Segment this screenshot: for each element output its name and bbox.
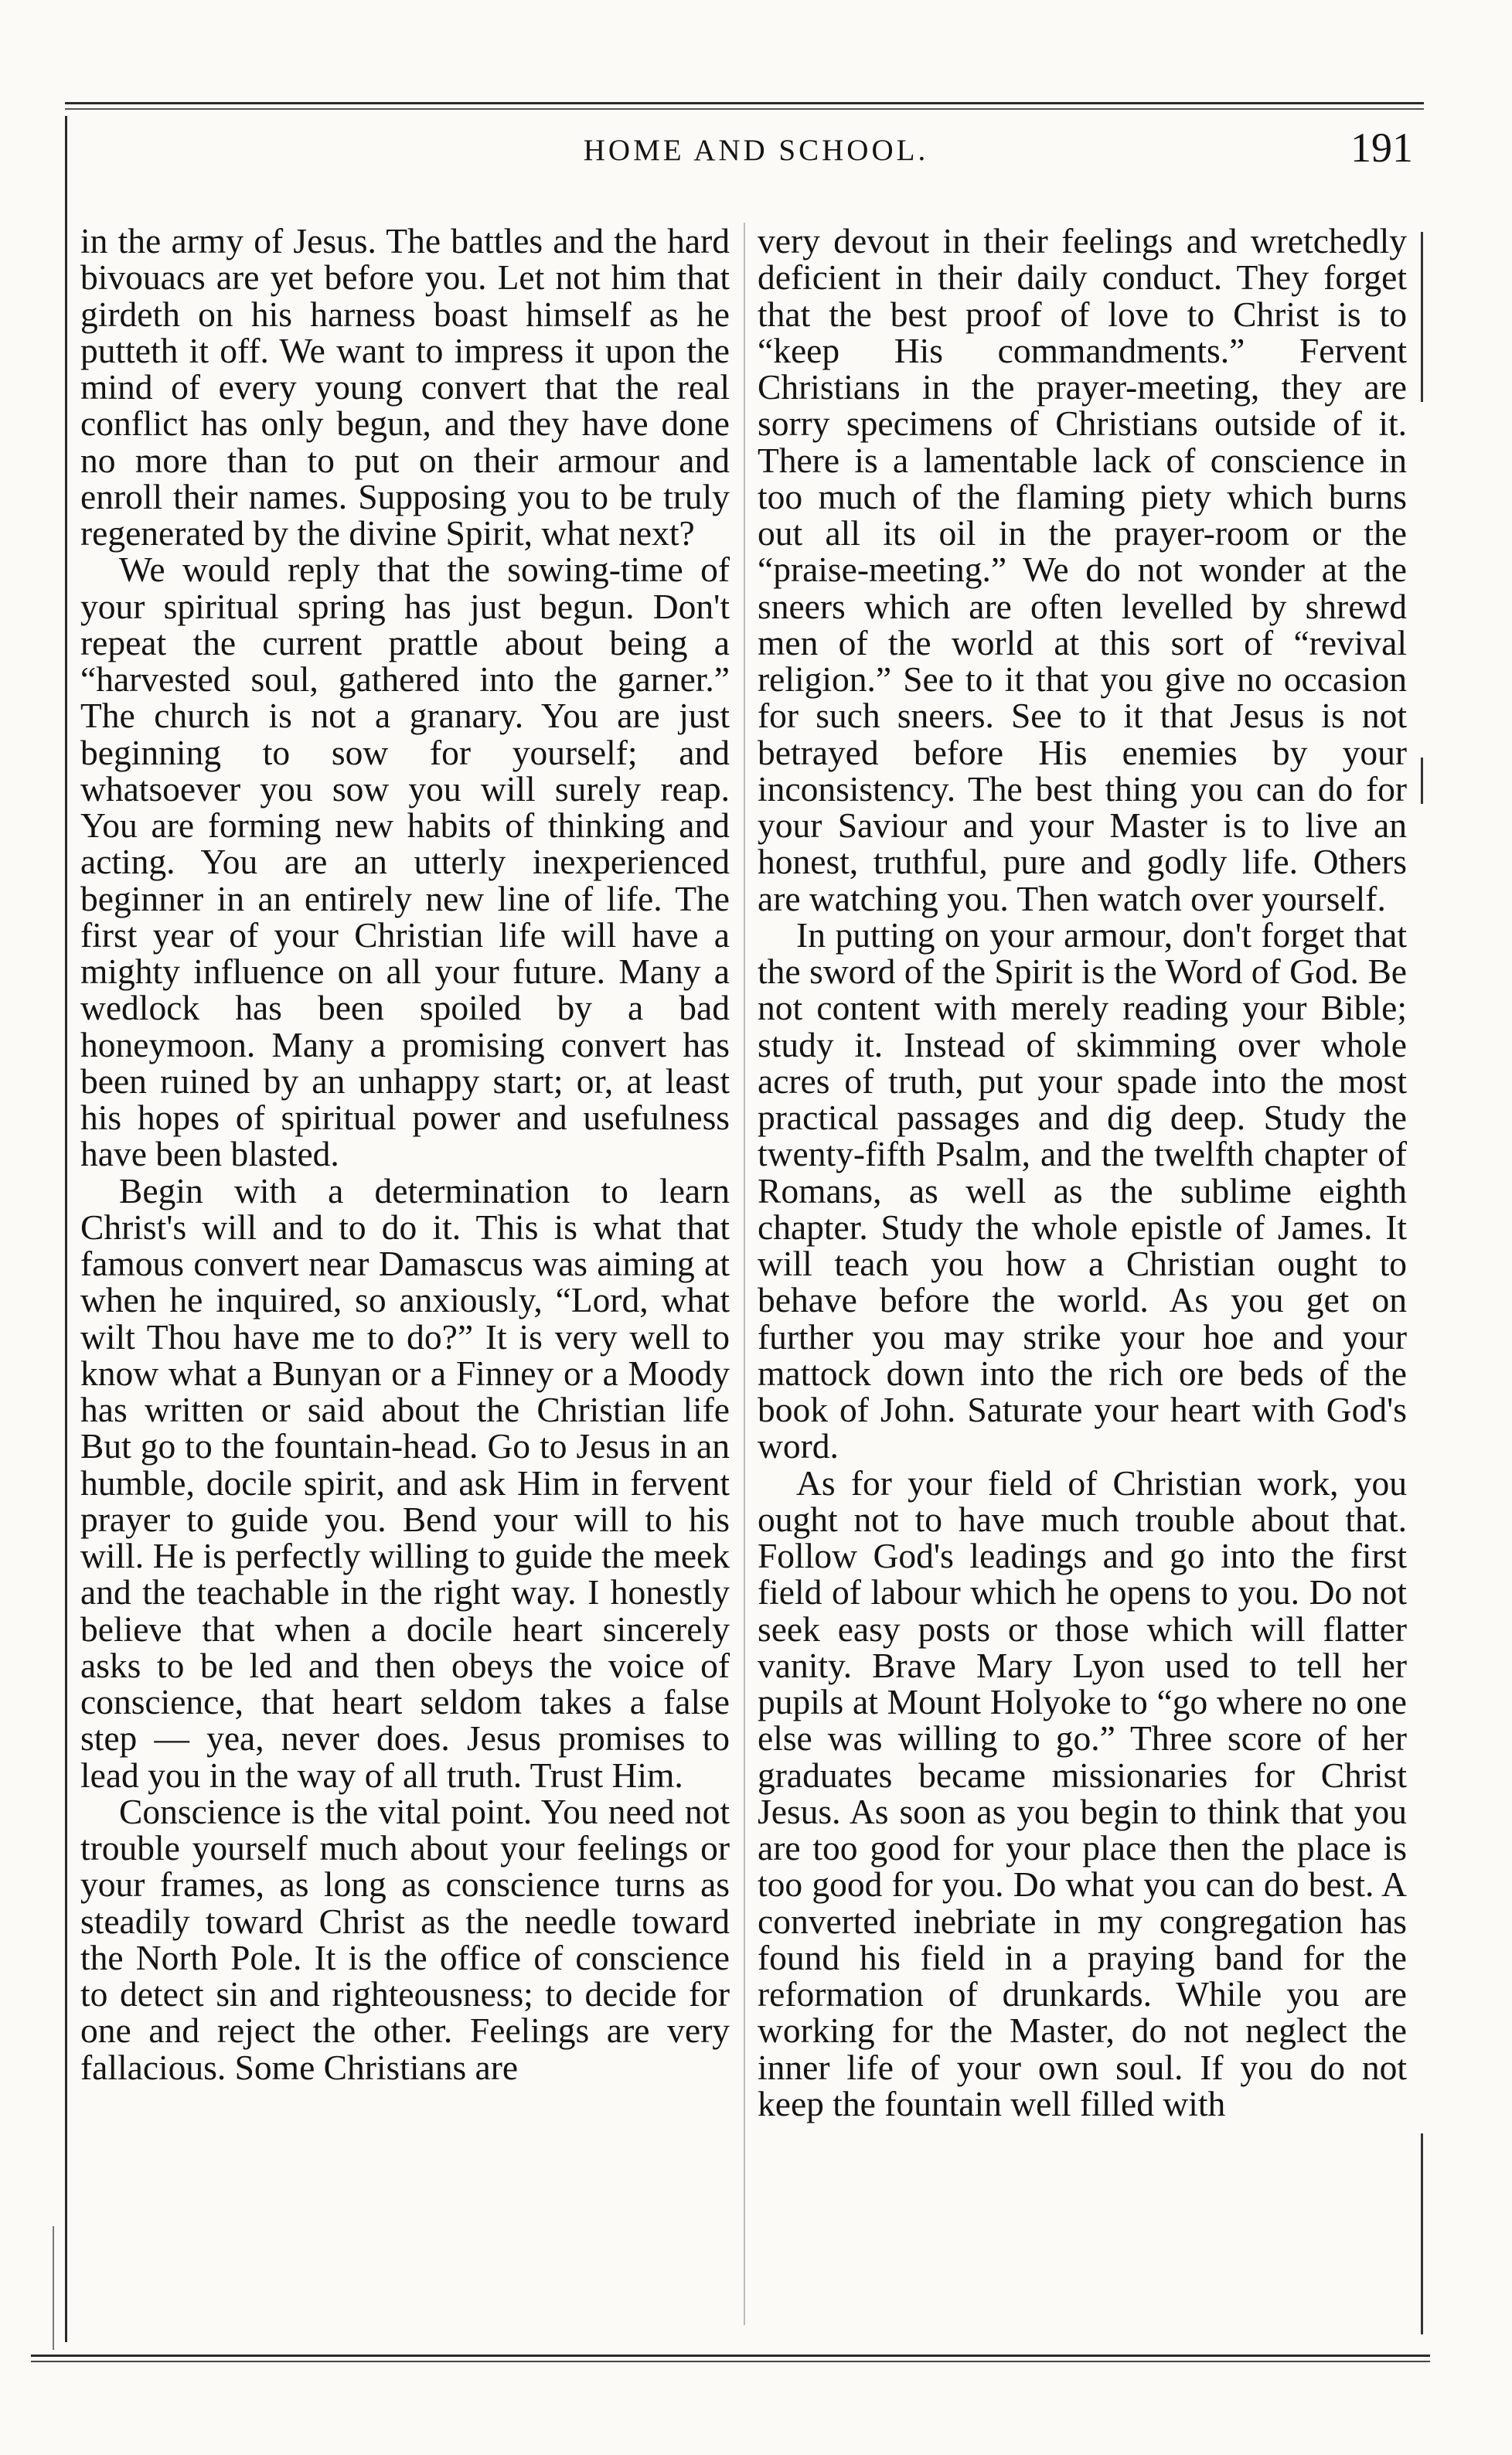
right-edge-mark (1421, 232, 1423, 402)
paragraph: As for your field of Christian work, you ought not to have much trouble about that. Follow God's leadings and go into the first field of labour which he opens to you. Do not seek easy posts or those which will flatter vanity. Brave Mary Lyon used to tell her pupils at Mount Holyoke to “go where no one else was willing to go.” Three score of her graduates became missionaries for Christ Jesus. As soon as you begin to think that you are too good for your place then the place is too good for you. Do what you can do best. A converted inebriate in my congregation has found his field in a praying band for the reformation of drunkards. While you are working for the Master, do not neglect the inner life of your own soul. If you do not keep the fountain well filled with (758, 1462, 1407, 2123)
right-edge-mark (1421, 2133, 1423, 2334)
left-margin-rule (65, 116, 67, 2342)
paragraph: in the army of Jesus. The battles and the hard bivouacs are yet before you. Let not him that girdeth on his harness boast himself as he putteth it off. We want to impress it upon the mind of every young convert that the real conflict has only begun, and they have done no more than to put on their armour and enroll their names. Supposing you to be truly regenerated by the divine Spirit, what next? (80, 221, 730, 553)
right-column (758, 223, 1407, 2122)
paragraph: very devout in their feelings and wretchedly deficient in their daily conduct. They forget that the best proof of love to Christ is to “keep His commandments.” Fervent Christians in the prayer-meeting, they are sorry specimens of Christians outside of it. There is a lamentable lack of conscience in too much of the flaming piety which burns out all its oil in the prayer-room or the “praise-meeting.” We do not wonder at the sneers which are often levelled by shrewd men of the world at this sort of “revival religion.” See to it that you give no occasion for such sneers. See to it that Jesus is not betrayed before His enemies by your inconsistency. The best thing you can do for your Saviour and your Master is to live an honest, truthful, pure and godly life. Others are watching you. Then watch over yourself. (758, 221, 1407, 918)
top-rule-inner (65, 108, 1424, 110)
paragraph: We would reply that the sowing-time of your spiritual spring has just begun. Don't repeat the current prattle about being a “harvested soul, gathered into the garner.” The church is not a granary. You are just beginning to sow for yourself; and whatsoever you sow you will surely reap. You are forming new habits of thinking and acting. You are an utterly inexperienced beginner in an entirely new line of life. The first year of your Christian life will have a mighty influence on all your future. Many a wedlock has been spoiled by a bad honeymoon. Many a promising convert has been ruined by an unhappy start; or, at least his hopes of spiritual power and usefulness have been blasted. (80, 550, 730, 1174)
left-column (80, 223, 730, 2086)
page-number: 191 (1350, 124, 1413, 171)
bottom-rule (31, 2355, 1430, 2357)
left-margin-mark (53, 2226, 54, 2350)
running-title: HOME AND SCHOOL. (583, 134, 929, 167)
paragraph: In putting on your armour, don't forget that the sword of the Spirit is the Word of God. Be not content with merely reading your Bible; study it. Instead of skimming over whole acres of truth, put your spade into the most practical passages and dig deep. Study the twenty-fifth Psalm, and the twelfth chapter of Romans, as well as the sublime eighth chapter. Study the whole epistle of James. It will teach you how a Christian ought to behave before the world. As you get on further you may strike your hoe and your mattock down into the rich ore beds of the book of John. Saturate your heart with God's word. (758, 914, 1407, 1466)
column-divider (744, 223, 745, 2325)
paragraph: Begin with a determination to learn Christ's will and to do it. This is what that famous convert near Damascus was aiming at when he inquired, so anxiously, “Lord, what wilt Thou have me to do?” It is very well to know what a Bunyan or a Finney or a Moody has written or said about the Christian life But go to the fountain-head. Go to Jesus in an humble, docile spirit, and ask Him in fervent prayer to guide you. Bend your will to his will. He is perfectly willing to guide the meek and the teachable in the right way. I honestly believe that when a docile heart sincerely asks to be led and then obeys the voice of conscience, that heart seldom takes a false step — yea, never does. Jesus promises to lead you in the way of all truth. Trust Him. (80, 1170, 730, 1795)
bottom-rule-inner (31, 2361, 1430, 2362)
top-rule (65, 102, 1424, 104)
right-edge-mark (1421, 758, 1423, 804)
paragraph: Conscience is the vital point. You need not trouble yourself much about your feelings or your frames, as long as conscience turns as steadily toward Christ as the needle toward the North Pole. It is the office of conscience to detect sin and righteousness; to decide for one and reject the other. Feelings are very fallacious. Some Christians are (80, 1791, 730, 2087)
